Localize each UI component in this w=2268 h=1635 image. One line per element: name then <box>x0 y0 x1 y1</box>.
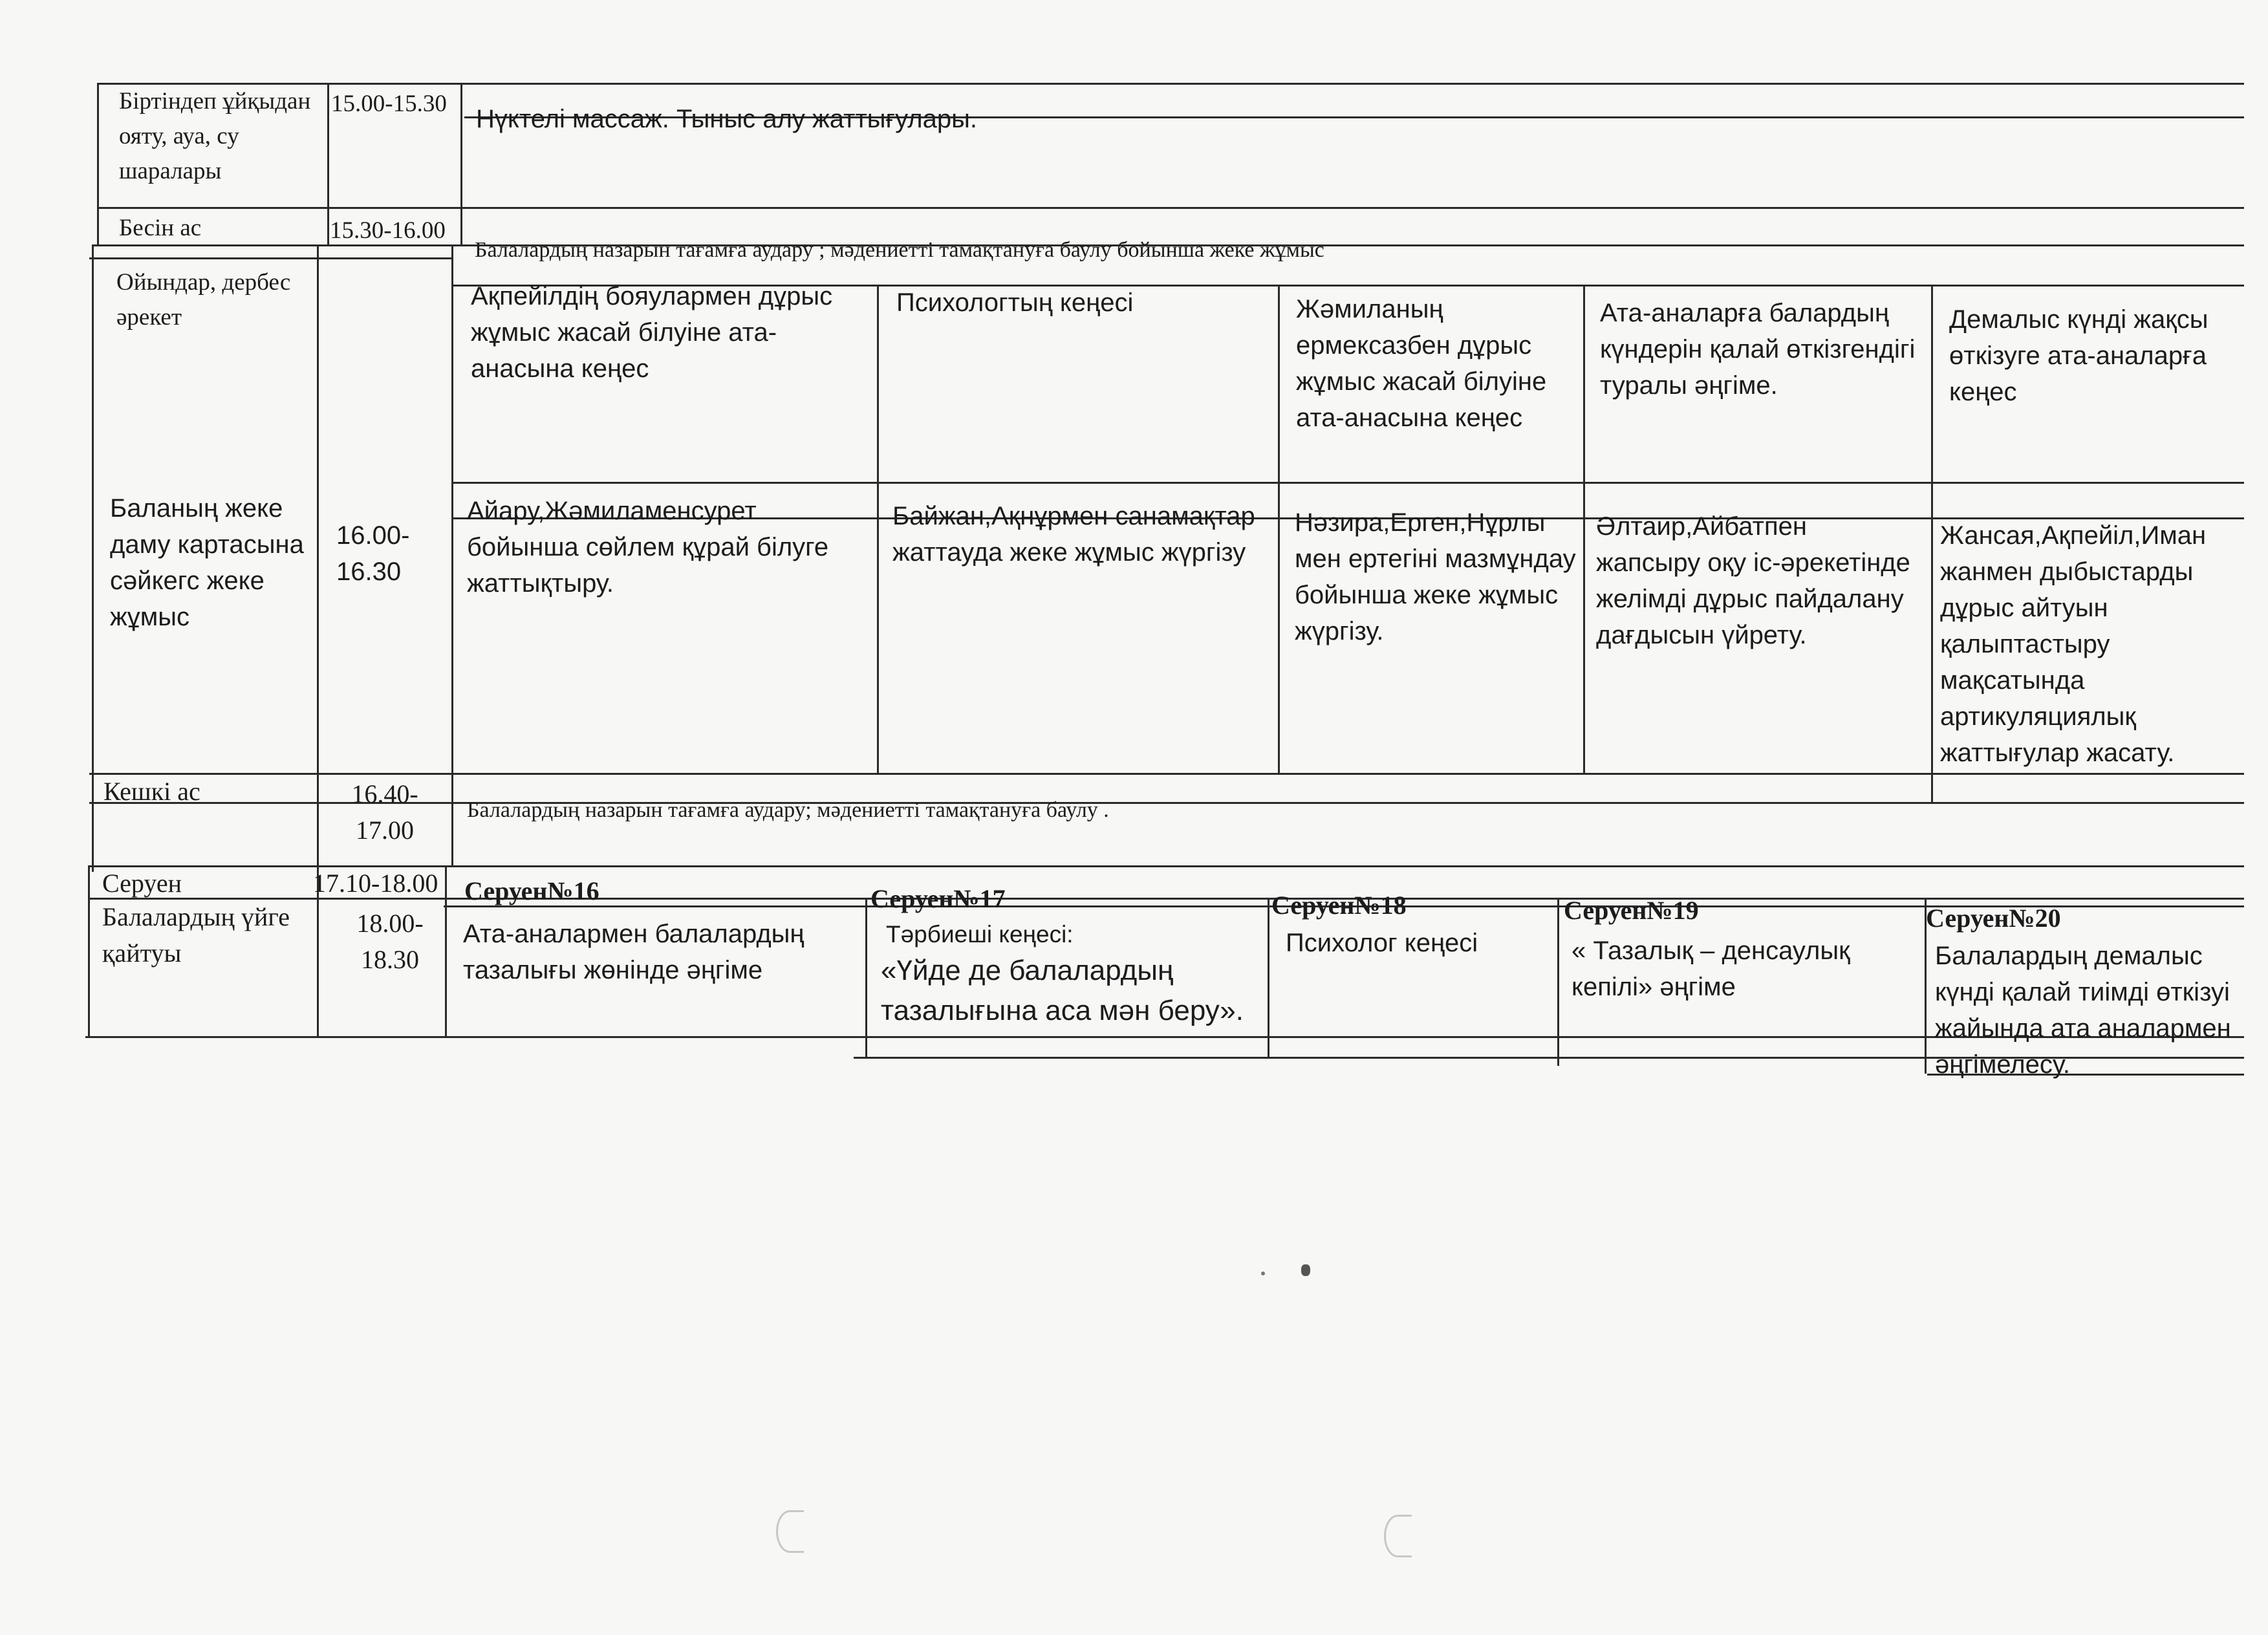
row-label: Баланың жеке даму картасына сәйкегс жеке жұмыс <box>110 494 304 631</box>
row-time: 17.10-18.00 <box>313 869 438 898</box>
table-rule <box>1278 285 1280 773</box>
table-rule <box>97 83 2244 85</box>
table-rule <box>865 898 867 1057</box>
departure-cell: Психолог кеңесі <box>1286 929 1478 957</box>
row-time: 16.00-16.30 <box>336 521 410 586</box>
table-rule <box>89 773 2244 775</box>
row-label: Біртіндеп ұйқыдан ояту, ауа, су шаралары <box>119 88 311 184</box>
individual-work-cell: Айару,Жәмиламенсурет бойынша сөйлем құрай білуге жаттықтыру. <box>467 497 829 598</box>
table-rule <box>877 285 879 773</box>
row-label: Ойындар, дербес әрекет <box>116 269 291 330</box>
table-rule <box>460 83 462 246</box>
table-rule <box>85 1036 2244 1038</box>
row-label: Кешкі ас <box>103 777 200 806</box>
individual-work-cell: Әлтаир,Айбатпен жапсыру оқу іс-әрекетінде желімді дұрыс пайдалану дағдысын үйрету. <box>1596 512 1910 649</box>
teacher-advice-quote: «Үйде де балалардың тазалығына аса мән беру». <box>881 955 1244 1026</box>
row-label: Бесін ас <box>119 215 202 241</box>
individual-work-cell: Нәзира,Ерген,Нұрлы мен ертегіні мазмұндау бойынша жеке жұмыс жүргізу. <box>1295 508 1576 645</box>
table-rule <box>451 246 453 865</box>
table-rule <box>1583 285 1585 773</box>
row-time: 15.00-15.30 <box>331 91 447 117</box>
activity-cell: Демалыс күнді жақсы өткізуге ата-аналарға кеңес <box>1949 305 2209 406</box>
table-rule <box>88 865 90 1037</box>
table-rule <box>1268 898 1269 1057</box>
row-content: Балалардың назарын тағамға аудару ; мәдениетті тамақтануға баулу бойынша жеке жұмыс <box>475 238 1324 262</box>
table-rule <box>451 482 2244 484</box>
walk-label: Серуен№19 <box>1564 896 1699 925</box>
table-rule <box>89 257 451 259</box>
individual-work-cell: Байжан,Ақнұрмен санамақтар жаттауда жеке жұмыс жүргізу <box>892 502 1255 567</box>
table-rule <box>1557 898 1559 1066</box>
row-time: 18.00-18.30 <box>356 909 424 974</box>
scan-mark <box>1384 1515 1412 1557</box>
activity-cell: Ақпейілдің бояулармен дұрыс жұмыс жасай білуіне ата-анасына кеңес <box>471 282 833 383</box>
row-label: Балалардың үйге қайтуы <box>102 902 290 968</box>
individual-work-cell: Жансая,Ақпейіл,Иман жанмен дыбыстарды дұрыс айтуын қалыптастыру мақсатында артикуляциялық жаттығулар жасату. <box>1940 521 2207 767</box>
row-content: Нүктелі массаж. Тыныс алу жаттығулары. <box>476 105 977 133</box>
departure-cell: Балалардың демалыс күнді қалай тиімді өткізуі жайында ата аналармен әңгімелесу. <box>1935 942 2231 1079</box>
departure-cell: Ата-аналармен балалардың тазалығы жөнінде әңгіме <box>463 920 805 984</box>
scan-dot <box>1261 1272 1265 1275</box>
scan-mark <box>776 1510 804 1553</box>
table-rule <box>327 83 329 246</box>
departure-cell: « Тазалық – денсаулық кепілі» әңгіме <box>1571 937 1850 1001</box>
scan-dot <box>1301 1264 1310 1276</box>
activity-cell: Жәмиланың ермексазбен дұрыс жұмыс жасай білуіне ата-анасына кеңес <box>1296 295 1547 432</box>
table-rule <box>97 207 2244 209</box>
walk-label: Серуен№16 <box>464 876 599 905</box>
row-time: 16.40-17.00 <box>351 779 418 845</box>
departure-cell: Тәрбиеші кеңесі: <box>886 921 1074 947</box>
table-rule <box>317 246 319 1036</box>
table-rule <box>1931 285 1933 802</box>
walk-label: Серуен№18 <box>1271 891 1407 920</box>
walk-label: Серуен№20 <box>1926 904 2061 933</box>
walk-label: Серуен№17 <box>870 884 1006 913</box>
row-content: Балалардың назарын тағамға аудару; мәдениетті тамақтануға баулу . <box>467 798 1109 822</box>
row-time: 15.30-16.00 <box>330 217 446 244</box>
table-rule <box>97 83 99 244</box>
table-rule <box>92 244 94 872</box>
row-label: Серуен <box>102 869 182 898</box>
activity-cell: Ата-аналарға балардың күндерін қалай өткізгендігі туралы әңгіме. <box>1600 299 1916 400</box>
activity-cell: Психологтың кеңесі <box>896 288 1134 317</box>
